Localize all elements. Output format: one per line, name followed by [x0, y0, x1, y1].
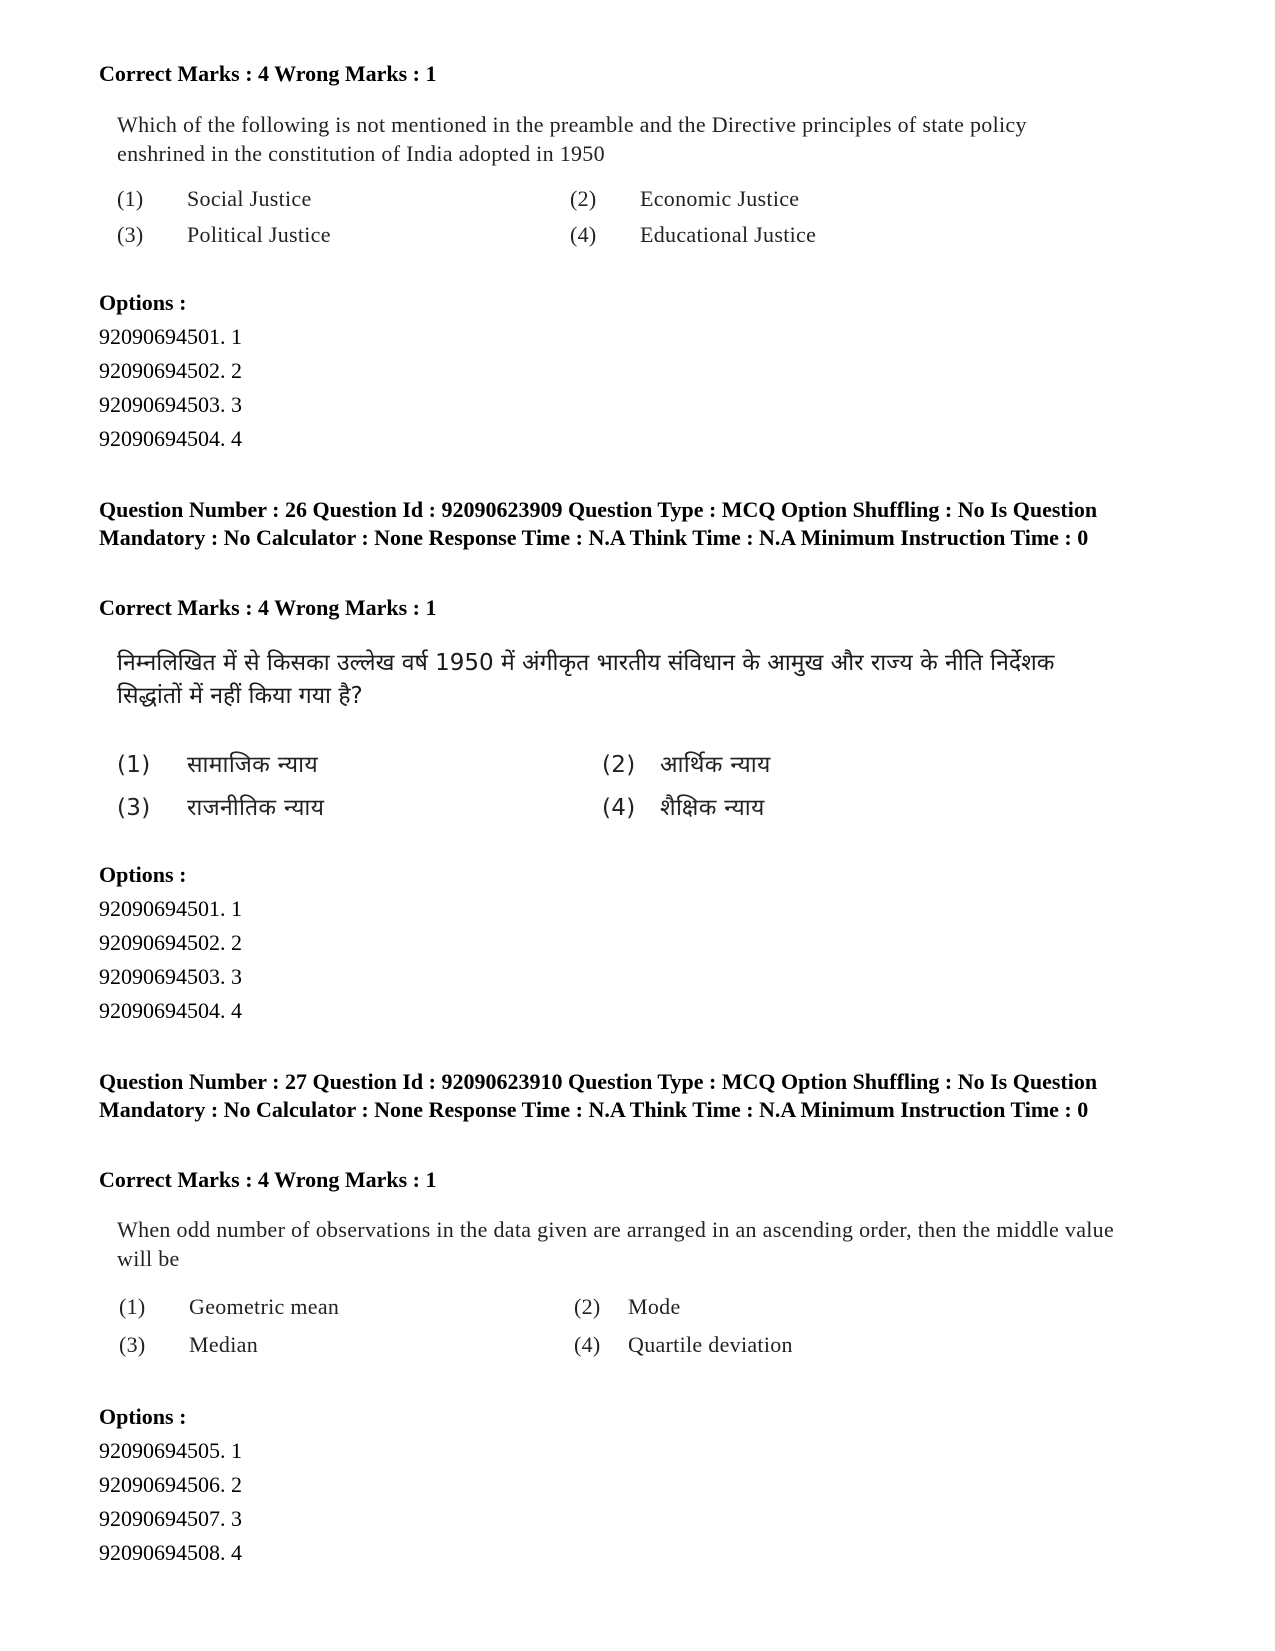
- q26-meta: Question Number : 26 Question Id : 92090623909 Question Type : MCQ Option Shuffling : No Is Question Mandatory : No Calculator : None Response Time : N.A Think Time : N.A Minimum Instruction Time : 0: [99, 497, 1098, 550]
- choice-number: (1): [119, 1294, 146, 1319]
- q25-option-1: 92090694501. 1: [99, 324, 242, 349]
- choice-number: (3): [117, 795, 151, 821]
- choice-label: राजनीतिक न्याय: [187, 795, 325, 821]
- choice-label: आर्थिक न्याय: [660, 752, 771, 778]
- choice-number: (2): [602, 752, 636, 778]
- q26-choice-4: [602, 790, 765, 822]
- q25-choice-3: [117, 222, 331, 248]
- q26-marks: Correct Marks : 4 Wrong Marks : 1: [99, 595, 437, 620]
- q27-options-heading: Options :: [99, 1404, 187, 1429]
- q27-choice-2: [574, 1294, 681, 1320]
- choice-label: Social Justice: [187, 186, 312, 211]
- q26-choice-3: [117, 790, 324, 822]
- q25-choice-1: [117, 186, 312, 212]
- q26-option-2: 92090694502. 2: [99, 930, 242, 955]
- choice-label: शैक्षिक न्याय: [660, 795, 765, 821]
- choice-label: Economic Justice: [640, 186, 800, 211]
- q27-marks: Correct Marks : 4 Wrong Marks : 1: [99, 1167, 437, 1192]
- q25-options-heading: Options :: [99, 290, 187, 315]
- choice-number: (1): [117, 186, 144, 211]
- q26-choice-1: [117, 747, 318, 779]
- choice-label: सामाजिक न्याय: [187, 752, 319, 778]
- q25-option-4: 92090694504. 4: [99, 426, 242, 451]
- q26-choice-2: [602, 747, 771, 779]
- q27-choice-4: [574, 1332, 793, 1358]
- choice-label: Mode: [628, 1294, 681, 1319]
- q26-option-1: 92090694501. 1: [99, 896, 242, 921]
- q27-option-4: 92090694508. 4: [99, 1540, 242, 1565]
- q25-choice-4: [570, 222, 816, 248]
- q25-marks: Correct Marks : 4 Wrong Marks : 1: [99, 61, 437, 86]
- q27-option-2: 92090694506. 2: [99, 1472, 242, 1497]
- q27-option-3: 92090694507. 3: [99, 1506, 242, 1531]
- choice-number: (3): [117, 222, 144, 247]
- q26-option-4: 92090694504. 4: [99, 998, 242, 1023]
- q26-question-text: निम्नलिखित में से किसका उल्लेख वर्ष 1950 में अंगीकृत भारतीय संविधान के आमुख और राज्य के नीति निर्देशक सिद्धांतों में नहीं किया गया है?: [117, 650, 1055, 709]
- choice-label: Educational Justice: [640, 222, 817, 247]
- q25-option-2: 92090694502. 2: [99, 358, 242, 383]
- choice-label: Geometric mean: [189, 1294, 340, 1319]
- q26-option-3: 92090694503. 3: [99, 964, 242, 989]
- choice-number: (4): [570, 222, 597, 247]
- choice-number: (1): [117, 752, 151, 778]
- q25-option-3: 92090694503. 3: [99, 392, 242, 417]
- choice-number: (4): [602, 795, 636, 821]
- choice-number: (4): [574, 1332, 601, 1357]
- choice-number: (2): [574, 1294, 601, 1319]
- q27-choice-1: [119, 1294, 339, 1320]
- q25-question-text: Which of the following is not mentioned in the preamble and the Directive principles of state policy enshrined in the constitution of India adopted in 1950: [117, 112, 1027, 166]
- choice-label: Quartile deviation: [628, 1332, 793, 1357]
- q27-option-1: 92090694505. 1: [99, 1438, 242, 1463]
- q25-choice-2: [570, 186, 799, 212]
- q27-question-text: When odd number of observations in the data given are arranged in an ascending order, then the middle value will be: [117, 1217, 1115, 1271]
- q27-meta: Question Number : 27 Question Id : 92090623910 Question Type : MCQ Option Shuffling : No Is Question Mandatory : No Calculator : None Response Time : N.A Think Time : N.A Minimum Instruction Time : 0: [99, 1069, 1098, 1122]
- q26-options-heading: Options :: [99, 862, 187, 887]
- q27-choice-3: [119, 1332, 258, 1358]
- choice-label: Median: [189, 1332, 259, 1357]
- choice-number: (3): [119, 1332, 146, 1357]
- choice-label: Political Justice: [187, 222, 331, 247]
- choice-number: (2): [570, 186, 597, 211]
